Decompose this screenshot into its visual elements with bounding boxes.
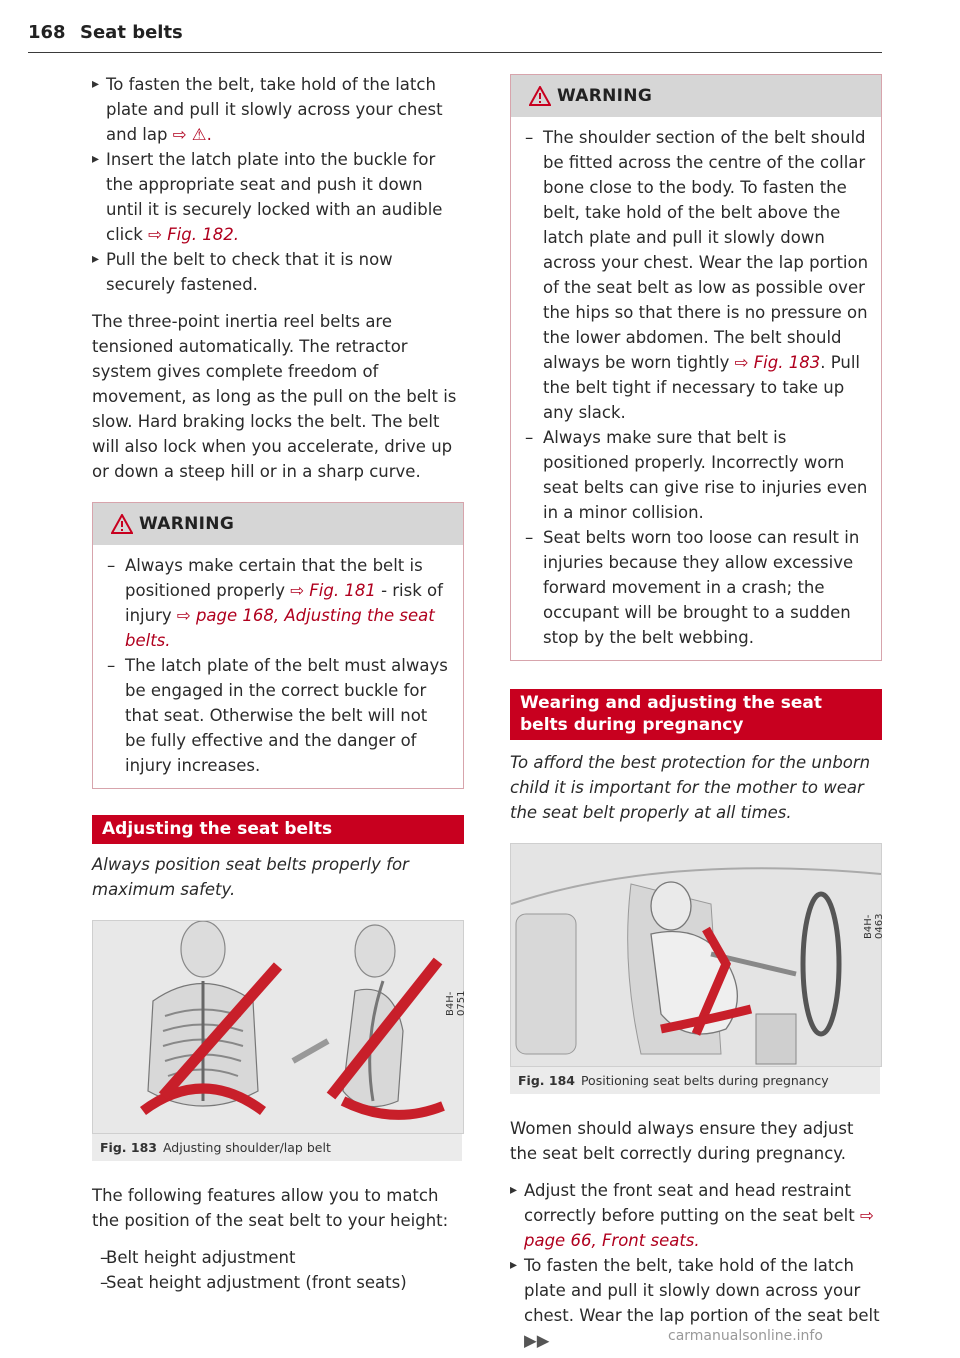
inertia-reel-paragraph: The three-point inertia reel belts are tensioned automatically. The retractor system gives complete freedom of movement, as long as the pull on the belt is slow. Hard braking locks the belt. The belt will also lock when you accelerate, drive up or down a steep hill or in a sharp curve. [92, 312, 457, 481]
warning-item: – The latch plate of the belt must always be engaged in the correct buckle for that seat. Otherwise the belt will not be fully effective and the danger of injury increases. [99, 653, 453, 778]
warning-header [93, 503, 463, 545]
pregnant-driver-illustration [511, 844, 881, 1066]
section-lead: To afford the best protection for the unborn child it is important for the mother to wear the seat belt properly at all times. [510, 753, 871, 822]
section-lead: Always position seat belts properly for maximum safety. [92, 855, 409, 899]
list-item: ▸ Adjust the front seat and head restraint correctly before putting on the seat belt ⇨ page 66, Front seats. [510, 1178, 882, 1253]
height-features-list [92, 1245, 464, 1295]
warning-triangle-icon [529, 86, 551, 106]
left-column [92, 72, 467, 1295]
warning-box-right [510, 74, 882, 661]
list-item: ▸ Pull the belt to check that it is now securely fastened. [92, 247, 464, 297]
figure-code: B4H-0751 [445, 990, 467, 1016]
figure-184 [510, 843, 885, 1067]
watermark: carmanualsonline.info [668, 1328, 823, 1344]
pregnancy-paragraph: Women should always ensure they adjust the seat belt correctly during pregnancy. [510, 1119, 854, 1163]
list-item: ▸ To fasten the belt, take hold of the latch plate and pull it slowly down across your chest. Wear the lap portion of the seat belt ▶▶ [510, 1253, 882, 1353]
fastening-steps [92, 72, 464, 297]
warning-item: – The shoulder section of the belt should be fitted across the centre of the collar bone close to the body. To fasten the belt, take hold of the belt above the latch plate and pull it slowly down across your chest. Wear the lap portion of the seat belt as low as possible over the hips so that there is no pressure on the lower abdomen. The belt should always be worn tightly ⇨ Fig. 183. Pull the belt tight if necessary to take up any slack. [517, 125, 871, 425]
seatbelt-skeleton-illustration [93, 921, 463, 1133]
height-features-paragraph: The following features allow you to match the position of the seat belt to your height: [92, 1186, 449, 1230]
warning-item: – Always make sure that belt is positioned properly. Incorrectly worn seat belts can give rise to injuries even in a minor collision. [517, 425, 871, 525]
warning-triangle-icon [111, 514, 133, 534]
warning-item: – Always make certain that the belt is positioned properly ⇨ Fig. 181 - risk of injury ⇨ page 168, Adjusting the seat belts. [99, 553, 453, 653]
section-heading-adjusting: Adjusting the seat belts [92, 815, 464, 844]
warning-label: WARNING [139, 514, 235, 534]
figure-caption: Fig. 184 Positioning seat belts during pregnancy [510, 1067, 880, 1094]
page-number: 168 [28, 22, 66, 43]
right-column [510, 74, 885, 1353]
section-heading-pregnancy: Wearing and adjusting the seat belts during pregnancy [510, 689, 882, 740]
page-header [28, 22, 882, 53]
list-item: ▸ Insert the latch plate into the buckle for the appropriate seat and push it down until it is securely locked with an audible click ⇨ Fig. 182. [92, 147, 464, 247]
running-title: Seat belts [80, 22, 183, 43]
list-item: – Seat height adjustment (front seats) [92, 1270, 464, 1295]
list-item: – Belt height adjustment [92, 1245, 464, 1270]
pregnancy-steps [510, 1178, 882, 1353]
warning-header [511, 75, 881, 117]
warning-label: WARNING [557, 86, 653, 106]
figure-183 [92, 920, 467, 1134]
list-item: ▸ To fasten the belt, take hold of the latch plate and pull it slowly across your chest and lap ⇨ ⚠. [92, 72, 464, 147]
continue-arrow-icon: ▶▶ [524, 1331, 550, 1350]
warning-box-left [92, 502, 464, 789]
figure-caption: Fig. 183 Adjusting shoulder/lap belt [92, 1134, 462, 1161]
warning-item: – Seat belts worn too loose can result in injuries because they allow excessive forward movement in a crash; the occupant will be brought to a sudden stop by the belt webbing. [517, 525, 871, 650]
figure-code: B4H-0463 [863, 913, 885, 939]
